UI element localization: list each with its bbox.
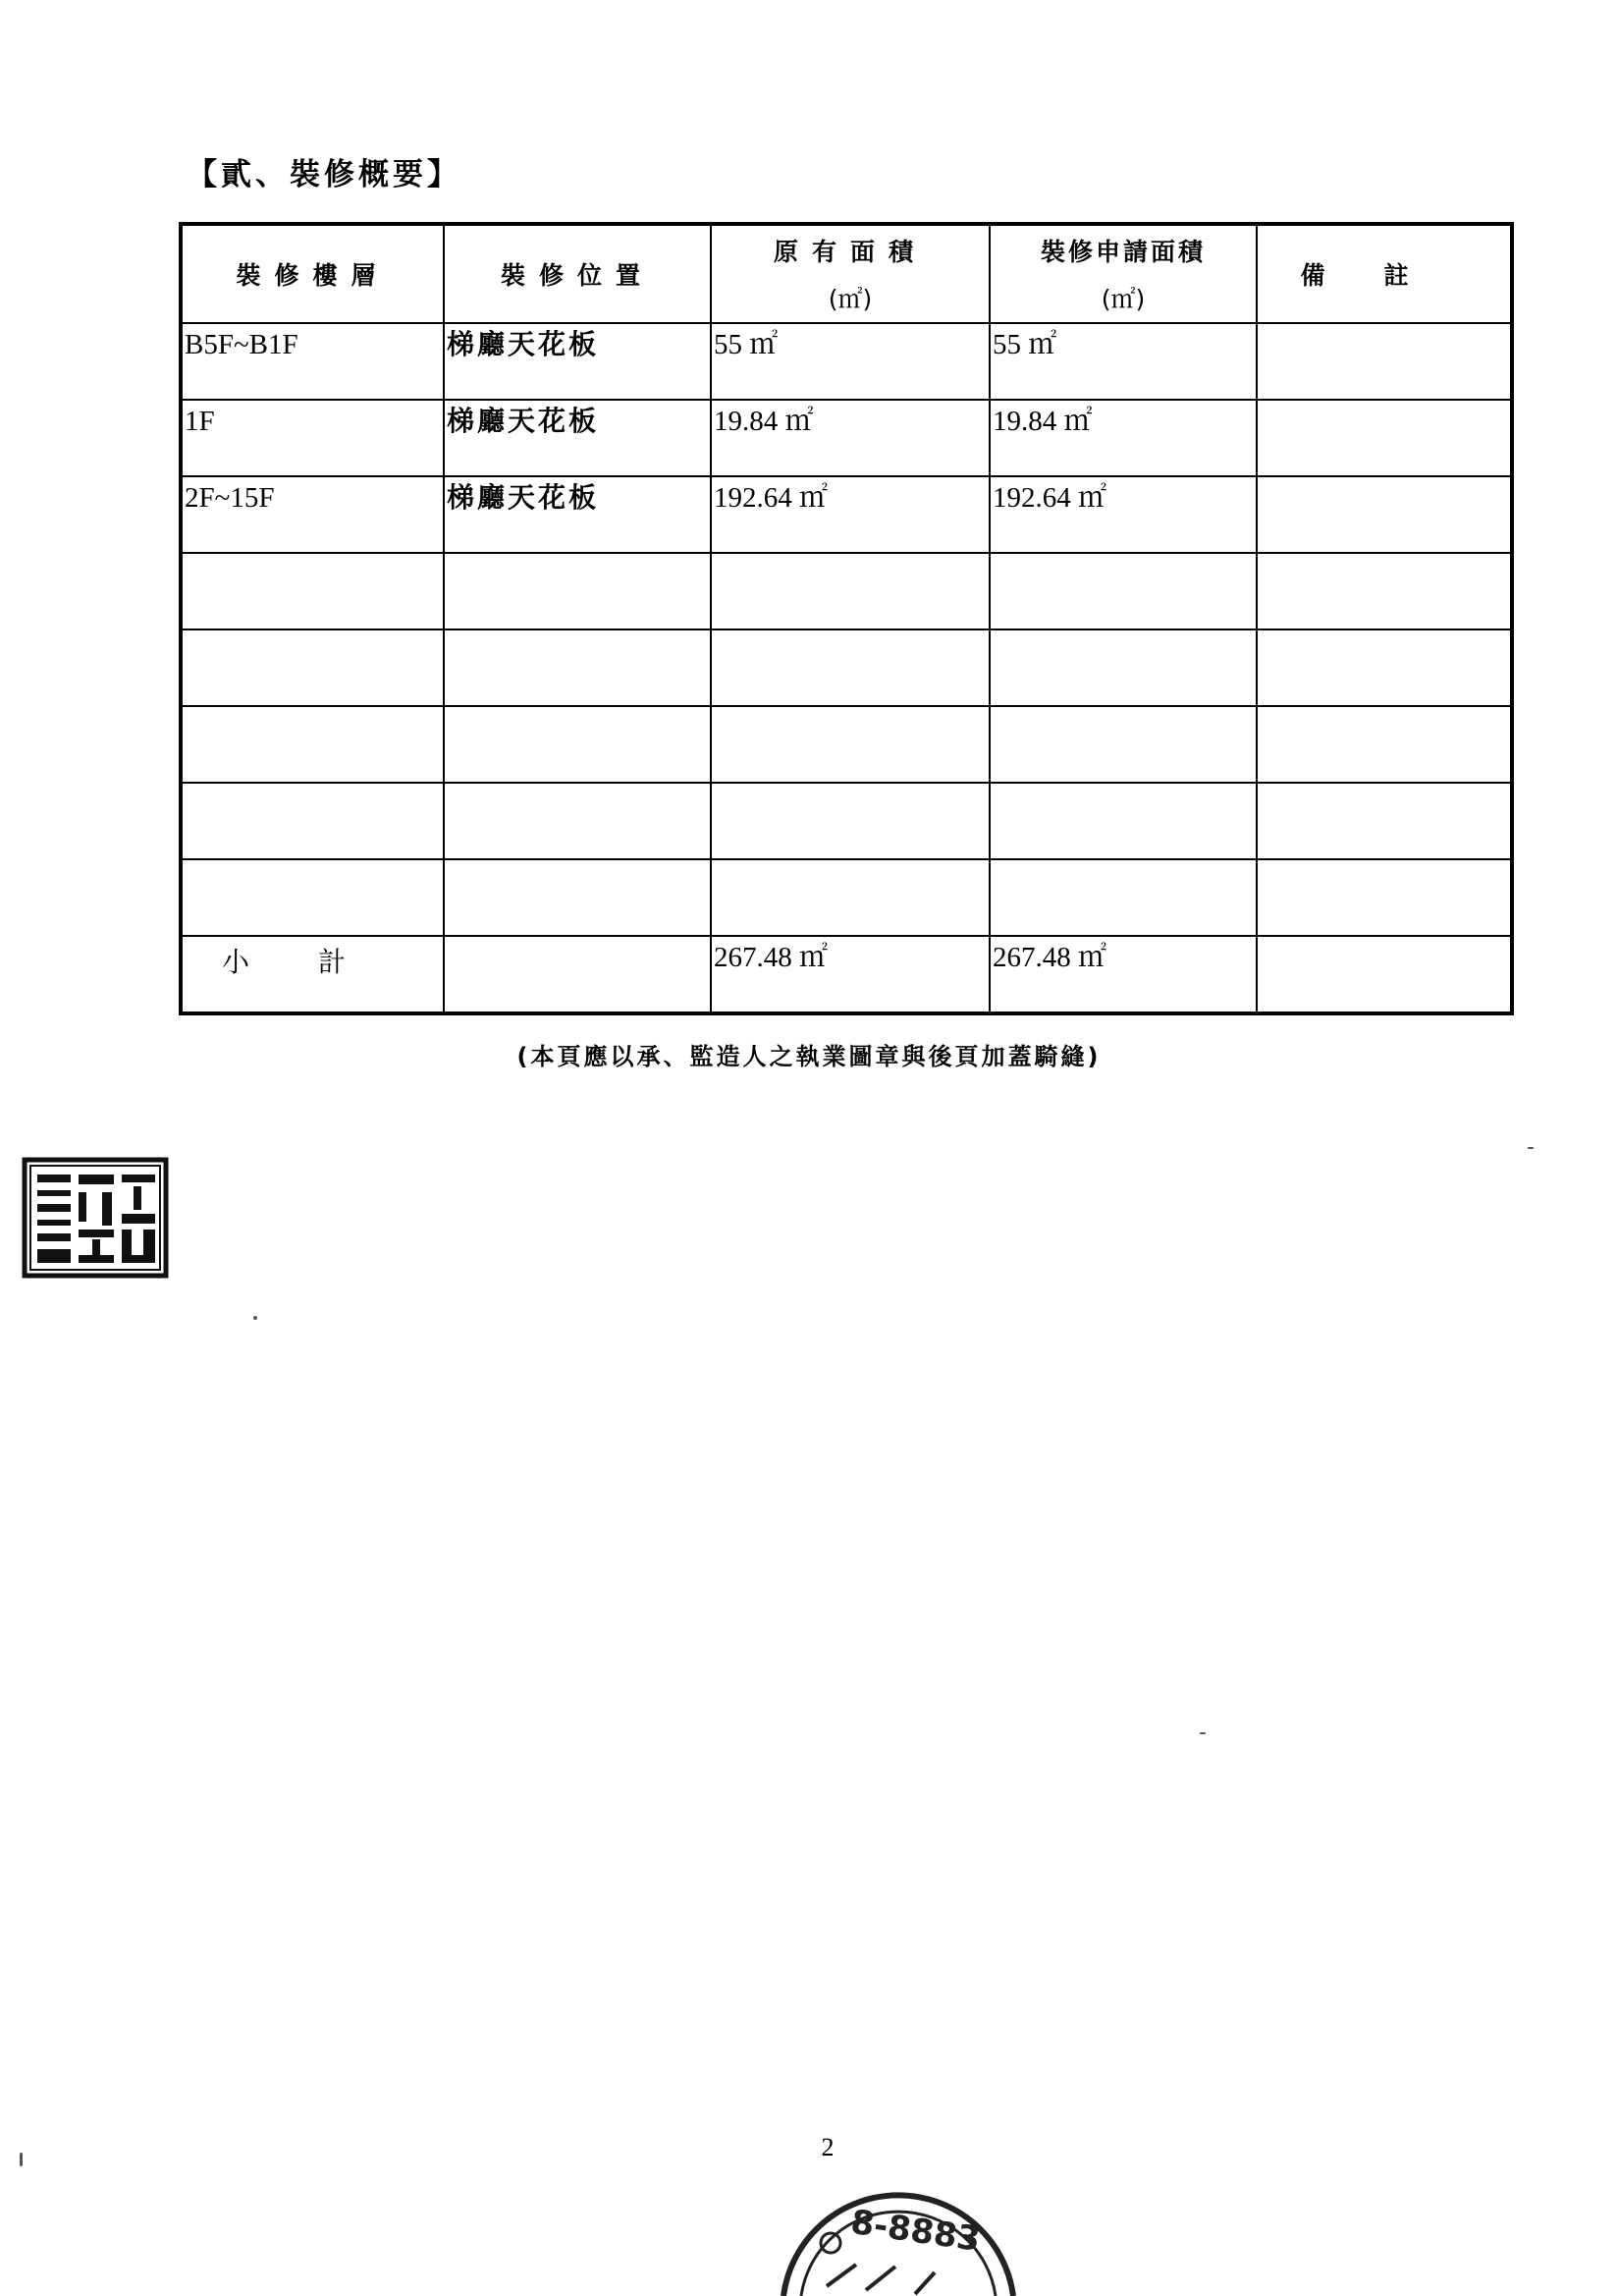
cell-applied-area bbox=[990, 553, 1257, 629]
cell-remarks bbox=[1257, 476, 1512, 553]
header-location: 裝修位置 bbox=[444, 224, 711, 323]
cell-location bbox=[444, 706, 711, 783]
cell-original-area: 19.84 ㎡ bbox=[711, 400, 990, 476]
header-applied-area: 裝修申請面積 (㎡) bbox=[990, 224, 1257, 323]
cell-floor bbox=[181, 553, 444, 629]
cell-original-area bbox=[711, 859, 990, 936]
cell-original-area bbox=[711, 706, 990, 783]
scan-speck bbox=[20, 2153, 23, 2166]
cell-applied-area: 192.64 ㎡ bbox=[990, 476, 1257, 553]
seal-instruction-footnote: (本頁應以承、監造人之執業圖章與後頁加蓋騎縫) bbox=[516, 1043, 1102, 1070]
table-row bbox=[181, 783, 1512, 859]
cell-floor: B5F~B1F bbox=[181, 323, 444, 400]
scan-speck bbox=[1528, 1147, 1534, 1149]
cell-floor bbox=[181, 783, 444, 859]
scan-speck bbox=[1200, 1732, 1206, 1734]
cell-applied-area: 55 ㎡ bbox=[990, 323, 1257, 400]
subtotal-remarks bbox=[1257, 936, 1512, 1013]
page-number: 2 bbox=[821, 2133, 835, 2161]
round-stamp bbox=[768, 2192, 1023, 2296]
cell-location bbox=[444, 783, 711, 859]
cell-applied-area bbox=[990, 859, 1257, 936]
table-row bbox=[181, 859, 1512, 936]
header-floor: 裝修樓層 bbox=[181, 224, 444, 323]
subtotal-location bbox=[444, 936, 711, 1013]
table-row bbox=[181, 323, 1512, 400]
cell-floor bbox=[181, 859, 444, 936]
header-remarks: 備註 bbox=[1257, 224, 1512, 323]
cell-floor bbox=[181, 629, 444, 706]
table-header-row bbox=[181, 224, 1512, 323]
cell-original-area: 192.64 ㎡ bbox=[711, 476, 990, 553]
subtotal-label: 小計 bbox=[181, 936, 444, 1013]
cell-location: 梯廳天花板 bbox=[444, 323, 711, 400]
cell-remarks bbox=[1257, 323, 1512, 400]
architect-seal bbox=[22, 1157, 169, 1279]
section-title: 【貳、裝修概要】 bbox=[187, 157, 461, 192]
cell-remarks bbox=[1257, 629, 1512, 706]
subtotal-original-area: 267.48 ㎡ bbox=[711, 936, 990, 1013]
table-row bbox=[181, 476, 1512, 553]
header-applied-area-unit: (㎡) bbox=[1101, 285, 1146, 313]
cell-original-area bbox=[711, 783, 990, 859]
cell-remarks bbox=[1257, 859, 1512, 936]
cell-original-area bbox=[711, 629, 990, 706]
header-original-area: 原有面積 (㎡) bbox=[711, 224, 990, 323]
subtotal-applied-area: 267.48 ㎡ bbox=[990, 936, 1257, 1013]
cell-original-area: 55 ㎡ bbox=[711, 323, 990, 400]
cell-floor: 2F~15F bbox=[181, 476, 444, 553]
table-row bbox=[181, 553, 1512, 629]
cell-floor bbox=[181, 706, 444, 783]
header-original-area-unit: (㎡) bbox=[828, 285, 873, 313]
table-row bbox=[181, 706, 1512, 783]
cell-remarks bbox=[1257, 706, 1512, 783]
cell-location bbox=[444, 553, 711, 629]
cell-remarks bbox=[1257, 553, 1512, 629]
renovation-summary-table bbox=[179, 222, 1514, 1015]
table-row bbox=[181, 400, 1512, 476]
cell-applied-area bbox=[990, 706, 1257, 783]
cell-applied-area: 19.84 ㎡ bbox=[990, 400, 1257, 476]
scan-speck bbox=[253, 1316, 257, 1320]
cell-location: 梯廳天花板 bbox=[444, 476, 711, 553]
table-row bbox=[181, 629, 1512, 706]
cell-original-area bbox=[711, 553, 990, 629]
cell-applied-area bbox=[990, 783, 1257, 859]
cell-location bbox=[444, 859, 711, 936]
cell-floor: 1F bbox=[181, 400, 444, 476]
cell-location bbox=[444, 629, 711, 706]
cell-applied-area bbox=[990, 629, 1257, 706]
cell-location: 梯廳天花板 bbox=[444, 400, 711, 476]
cell-remarks bbox=[1257, 783, 1512, 859]
cell-remarks bbox=[1257, 400, 1512, 476]
subtotal-row bbox=[181, 936, 1512, 1013]
stamp-number-text: 8-8883 bbox=[848, 2202, 983, 2260]
